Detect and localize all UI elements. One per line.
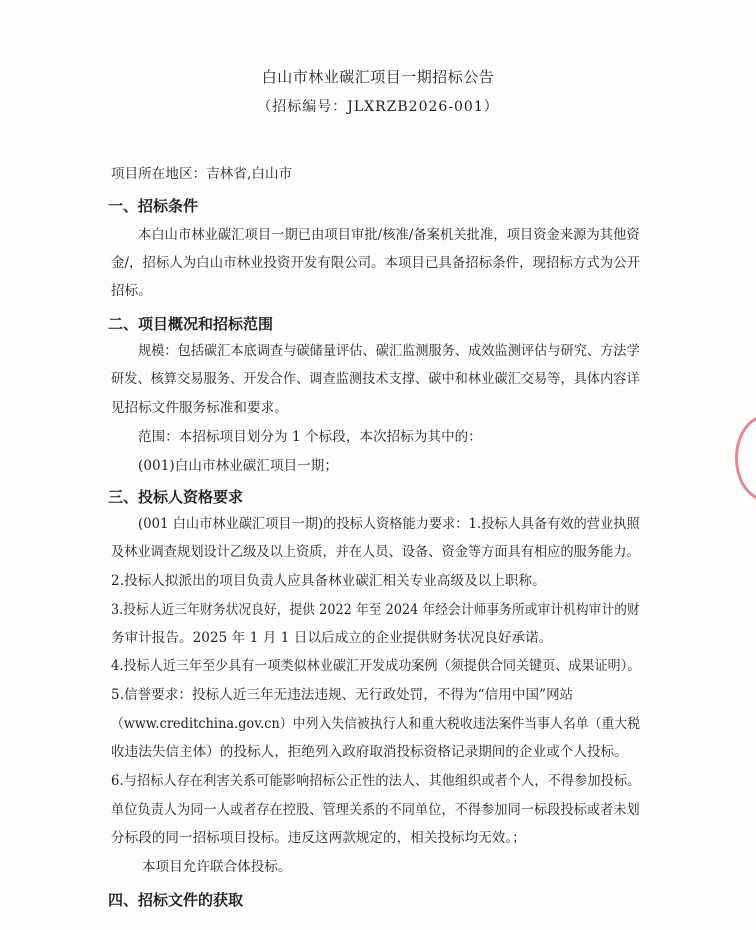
paragraph-line: 2.投标人拟派出的项目负责人应具备林业碳汇相关专业高级及以上职称。: [111, 573, 546, 589]
paragraph-line: 务审计报告。2025 年 1 月 1 日以后成立的企业提供财务状况良好承诺。: [111, 630, 553, 646]
section-heading-bid-conditions: 一、招标条件: [108, 197, 199, 215]
bid-number: （招标编号：JLXRZB2026-001）: [257, 99, 499, 115]
paragraph-line: 研发、核算交易服务、开发合作、调查监测技术支撑、碳中和林业碳汇交易等，具体内容详: [111, 371, 640, 387]
paragraph-line: 3.投标人近三年财务状况良好，提供 2022 年至 2024 年经会计师事务所或审计机构审计的财: [111, 602, 640, 618]
paragraph-line: 见招标文件服务标准和要求。: [111, 400, 288, 416]
paragraph-line: 范围：本招标项目划分为 1 个标段，本次招标为其中的：: [138, 429, 482, 445]
paragraph-line: （www.creditchina.gov.cn）中列入失信被执行人和重大税收违法案件当事人名单（重大税: [111, 716, 641, 732]
paragraph-line: 本项目允许联合体投标。: [142, 859, 292, 875]
project-location: 项目所在地区：吉林省,白山市: [111, 166, 293, 182]
paragraph-line: 收违法失信主体）的投标人，拒绝列入政府取消投标资格记录期间的企业或个人投标。: [111, 744, 628, 760]
paragraph-line: 规模：包括碳汇本底调查与碳储量评估、碳汇监测服务、成效监测评估与研究、方法学: [138, 343, 640, 359]
paragraph-line: 5.信誉要求：投标人近三年无违法违规、无行政处罚，不得为“信用中国”网站: [111, 687, 574, 703]
section-heading-bid-document-acquisition: 四、招标文件的获取: [108, 891, 244, 909]
paragraph-line: 及林业调查规划设计乙级及以上资质，并在人员、设备、资金等方面具有相应的服务能力。: [111, 544, 640, 560]
paragraph-line: 金/，招标人为白山市林业投资开发有限公司。本项目已具备招标条件，现招标方式为公开: [111, 255, 641, 271]
paragraph-line: 单位负责人为同一人或者存在控股、管理关系的不同单位，不得参加同一标段投标或者未划: [111, 802, 640, 818]
paragraph-line: 本白山市林业碳汇项目一期已由项目审批/核准/备案机关批准，项目资金来源为其他资: [138, 227, 640, 243]
paragraph-line: 招标。: [111, 283, 152, 299]
document-title: 白山市林业碳汇项目一期招标公告: [261, 68, 495, 86]
paragraph-line: 分标段的同一招标项目投标。违反这两款规定的，相关投标均无效。；: [111, 830, 526, 846]
paragraph-line: (001)白山市林业碳汇项目一期；: [138, 458, 339, 474]
seal-stamp: [735, 415, 756, 501]
section-heading-bidder-qualifications: 三、投标人资格要求: [108, 488, 244, 506]
section-heading-project-overview: 二、项目概况和招标范围: [108, 315, 274, 333]
paragraph-line: 6.与招标人存在利害关系可能影响招标公正性的法人、其他组织或者个人，不得参加投标。: [111, 773, 641, 789]
paragraph-line: (001 白山市林业碳汇项目一期)的投标人资格能力要求：1.投标人具备有效的营业执照: [138, 516, 640, 532]
paragraph-line: 4.投标人近三年至少具有一项类似林业碳汇开发成功案例（须提供合同关键页、成果证明）。: [111, 658, 641, 674]
